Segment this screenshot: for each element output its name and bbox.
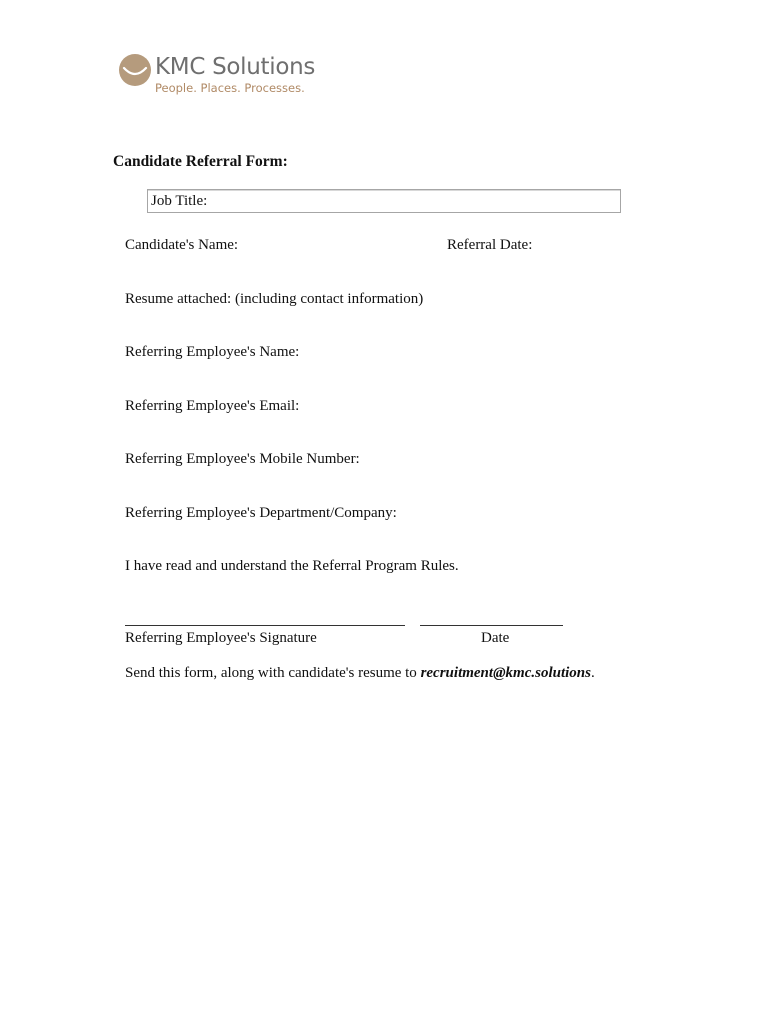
employee-name-label: Referring Employee's Name: xyxy=(125,344,300,360)
resume-attached-label: Resume attached: (including contact information) xyxy=(125,291,424,307)
logo-name: KMC Solutions xyxy=(155,54,316,80)
referral-date-label: Referral Date: xyxy=(447,237,533,253)
acknowledgement-text: I have read and understand the Referral Program Rules. xyxy=(125,558,459,574)
date-line xyxy=(420,625,563,626)
logo-tagline: People. Places. Processes. xyxy=(155,81,305,95)
signature-line xyxy=(125,625,405,626)
employee-email-label: Referring Employee's Email: xyxy=(125,398,300,414)
employee-department-label: Referring Employee's Department/Company: xyxy=(125,505,397,521)
signature-label: Referring Employee's Signature xyxy=(125,630,317,646)
recruitment-email: recruitment@kmc.solutions xyxy=(420,665,591,681)
company-logo xyxy=(118,50,318,100)
send-instructions-suffix: . xyxy=(590,665,595,681)
send-instructions xyxy=(125,664,595,683)
employee-mobile-label: Referring Employee's Mobile Number: xyxy=(125,451,360,467)
job-title-label: Job Title: xyxy=(151,193,208,209)
date-label: Date xyxy=(481,630,510,646)
job-title-field[interactable] xyxy=(147,189,621,213)
kmc-logo-icon xyxy=(118,53,152,87)
candidate-name-label: Candidate's Name: xyxy=(125,237,239,253)
send-instructions-text: Send this form, along with candidate's resume to xyxy=(125,665,421,681)
form-title: Candidate Referral Form: xyxy=(113,153,288,170)
